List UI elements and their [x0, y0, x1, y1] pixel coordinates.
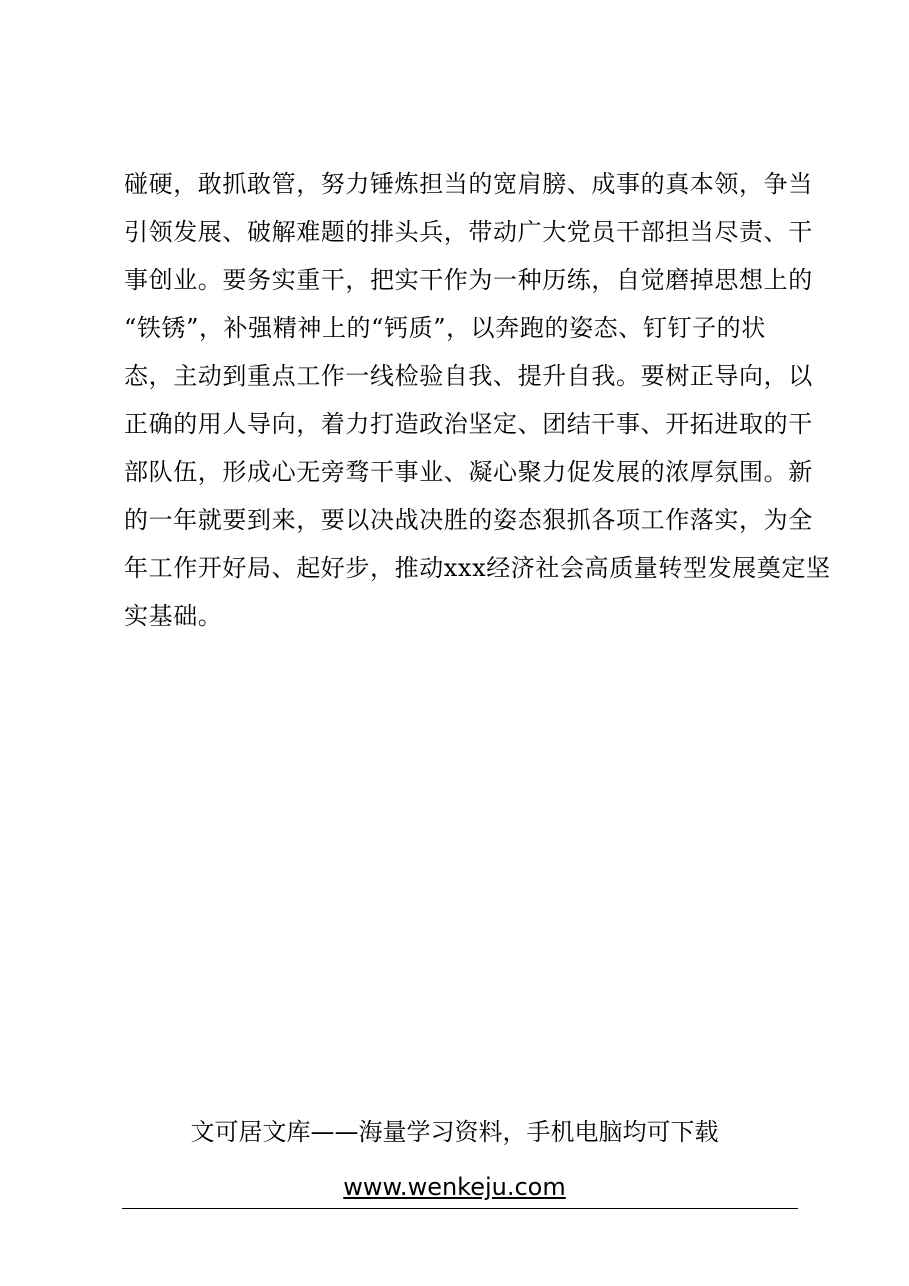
- paragraph-line: 碰硬，敢抓敢管，努力锤炼担当的宽肩膀、成事的真本领，争当: [124, 170, 813, 198]
- paragraph-line: “铁锈”，补强精神上的“钙质”，以奔跑的姿态、钉钉子的状: [124, 314, 766, 342]
- paragraph-line: 实基础。: [124, 602, 223, 630]
- paragraph-line: 态，主动到重点工作一线检验自我、提升自我。要树正导向，以: [124, 362, 813, 390]
- paragraph-line: 事创业。要务实重干，把实干作为一种历练，自觉磨掉思想上的: [124, 266, 813, 294]
- footer-divider: [122, 1208, 798, 1209]
- footer-title: 文可居文库——海量学习资料，手机电脑均可下载: [190, 1118, 719, 1146]
- paragraph-line: 正确的用人导向，着力打造政治坚定、团结干事、开拓进取的干: [124, 410, 813, 438]
- footer-url: [0, 1170, 909, 1204]
- paragraph-line: 引领发展、破解难题的排头兵，带动广大党员干部担当尽责、干: [124, 218, 813, 246]
- paragraph-line: 的一年就要到来，要以决战决胜的姿态狠抓各项工作落实，为全: [124, 506, 813, 534]
- website-link[interactable]: www.wenkeju.com: [343, 1173, 566, 1201]
- body-paragraph: [124, 160, 831, 640]
- paragraph-line: 部队伍，形成心无旁骛干事业、凝心聚力促发展的浓厚氛围。新: [124, 458, 813, 486]
- paragraph-line: 年工作开好局、起好步，推动xxx经济社会高质量转型发展奠定坚: [124, 554, 831, 582]
